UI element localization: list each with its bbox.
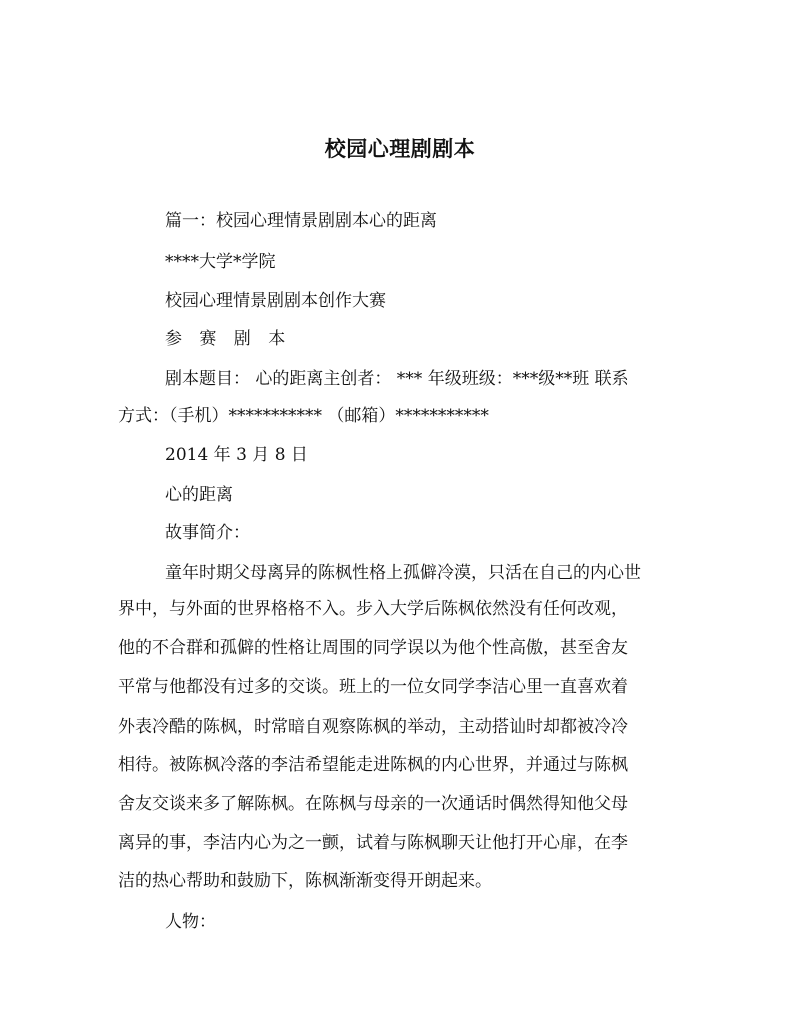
script-info-line: 剧本题目： 心的距离主创者： *** 年级班级：***级**班 联系 <box>165 369 629 389</box>
synopsis-heading: 故事简介： <box>165 523 250 543</box>
characters-heading: 人物： <box>165 912 216 932</box>
synopsis-line: 舍友交谈来多了解陈枫。在陈枫与母亲的一次通话时偶然得知他父母 <box>118 794 628 814</box>
article-heading: 篇一：校园心理情景剧剧本心的距离 <box>165 211 437 231</box>
synopsis-line: 洁的热心帮助和鼓励下，陈枫渐渐变得开朗起来。 <box>118 871 492 891</box>
synopsis-line: 相待。被陈枫冷落的李洁希望能走进陈枫的内心世界，并通过与陈枫 <box>118 755 628 775</box>
synopsis-line: 平常与他都没有过多的交谈。班上的一位女同学李洁心里一直喜欢着 <box>118 677 628 697</box>
document-title: 校园心理剧剧本 <box>324 137 476 161</box>
synopsis-line: 离异的事，李洁内心为之一颤，试着与陈枫聊天让他打开心扉，在李 <box>118 833 628 853</box>
synopsis-line: 外表冷酷的陈枫，时常暗自观察陈枫的举动，主动搭讪时却都被冷冷 <box>118 717 628 737</box>
synopsis-line: 童年时期父母离异的陈枫性格上孤僻冷漠，只活在自己的内心世 <box>165 563 641 583</box>
play-title-line: 心的距离 <box>165 485 233 505</box>
contest-line: 校园心理情景剧剧本创作大赛 <box>165 291 386 311</box>
synopsis-line: 他的不合群和孤僻的性格让周围的同学误以为他个性高傲，甚至舍友 <box>118 638 628 658</box>
entry-script-line: 参 赛 剧 本 <box>165 329 292 349</box>
date-line: 2014 年 3 月 8 日 <box>165 445 308 465</box>
school-line: ****大学*学院 <box>165 252 276 272</box>
synopsis-line: 界中，与外面的世界格格不入。步入大学后陈枫依然没有任何改观， <box>118 599 628 619</box>
contact-line: 方式：（手机）*********** （邮箱）*********** <box>118 406 489 426</box>
